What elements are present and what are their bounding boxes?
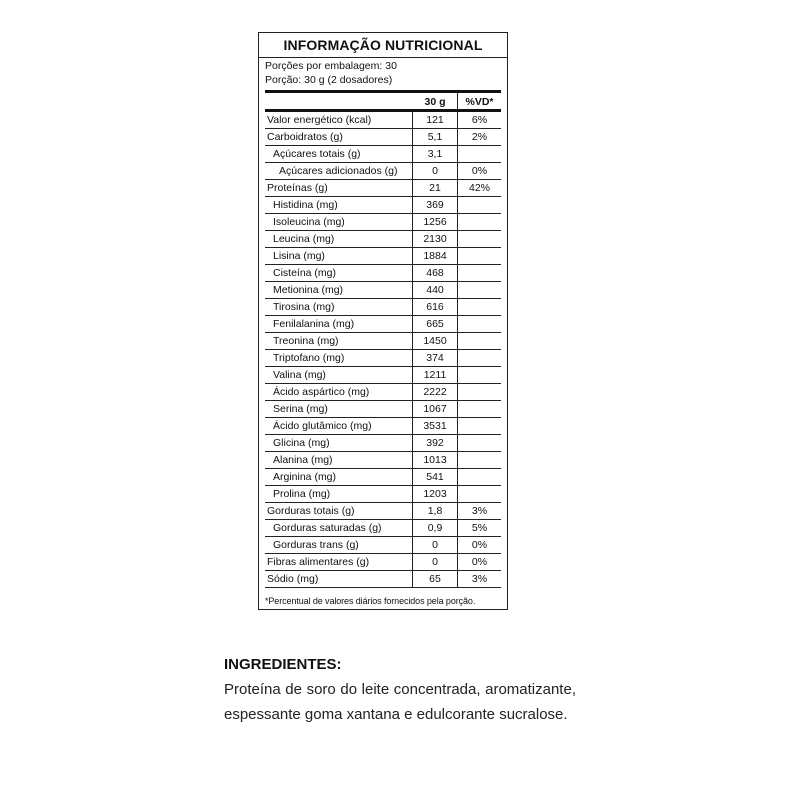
table-row bbox=[265, 265, 501, 282]
nutrient-name: Ácido glutâmico (mg) bbox=[265, 418, 413, 434]
nutrient-daily-value bbox=[458, 146, 501, 162]
nutrient-name: Fibras alimentares (g) bbox=[265, 554, 413, 570]
nutrient-amount: 5,1 bbox=[413, 129, 458, 145]
table-row bbox=[265, 180, 501, 197]
nutrient-name: Açúcares adicionados (g) bbox=[265, 163, 413, 179]
nutrient-name: Arginina (mg) bbox=[265, 469, 413, 485]
nutrient-name: Ácido aspártico (mg) bbox=[265, 384, 413, 400]
table-row bbox=[265, 248, 501, 265]
nutrient-amount: 616 bbox=[413, 299, 458, 315]
nutrient-daily-value bbox=[458, 401, 501, 417]
nutrient-amount: 1,8 bbox=[413, 503, 458, 519]
nutrient-daily-value: 0% bbox=[471, 539, 488, 551]
nutrition-facts-panel bbox=[258, 32, 508, 610]
nutrient-amount: 2130 bbox=[413, 231, 458, 247]
nutrient-name: Açúcares totais (g) bbox=[265, 146, 413, 162]
nutrient-name: Carboidratos (g) bbox=[265, 129, 413, 145]
nutrient-daily-value bbox=[458, 231, 501, 247]
nutrient-daily-value bbox=[458, 197, 501, 213]
table-row bbox=[265, 469, 501, 486]
header-amount: 30 g bbox=[413, 93, 458, 109]
nutrient-name: Triptofano (mg) bbox=[265, 350, 413, 366]
table-row bbox=[265, 367, 501, 384]
nutrition-title: INFORMAÇÃO NUTRICIONAL bbox=[259, 33, 507, 58]
table-row bbox=[265, 163, 501, 180]
nutrient-daily-value bbox=[458, 452, 501, 468]
table-row bbox=[265, 571, 501, 588]
nutrient-daily-value bbox=[458, 350, 501, 366]
nutrient-amount: 1884 bbox=[413, 248, 458, 264]
nutrient-rows bbox=[265, 112, 501, 588]
nutrient-name: Alanina (mg) bbox=[265, 452, 413, 468]
nutrient-amount: 374 bbox=[413, 350, 458, 366]
nutrient-daily-value: 3% bbox=[471, 573, 488, 585]
nutrient-amount: 440 bbox=[413, 282, 458, 298]
nutrient-daily-value bbox=[458, 418, 501, 434]
nutrition-table bbox=[265, 90, 501, 621]
nutrient-amount: 0,9 bbox=[413, 520, 458, 536]
nutrient-amount: 121 bbox=[413, 112, 458, 128]
table-row bbox=[265, 401, 501, 418]
nutrient-name: Gorduras totais (g) bbox=[265, 503, 413, 519]
nutrient-daily-value: 42% bbox=[468, 182, 490, 194]
nutrient-amount: 369 bbox=[413, 197, 458, 213]
nutrient-daily-value bbox=[458, 299, 501, 315]
nutrient-amount: 1067 bbox=[413, 401, 458, 417]
nutrient-amount: 3,1 bbox=[413, 146, 458, 162]
nutrient-daily-value bbox=[458, 367, 501, 383]
nutrient-amount: 3531 bbox=[413, 418, 458, 434]
nutrient-daily-value: 6% bbox=[471, 114, 488, 126]
nutrient-daily-value bbox=[458, 469, 501, 485]
nutrient-name: Prolina (mg) bbox=[265, 486, 413, 502]
nutrient-name: Sódio (mg) bbox=[265, 571, 413, 587]
table-row bbox=[265, 452, 501, 469]
table-row bbox=[265, 282, 501, 299]
serving-size: Porção: 30 g (2 dosadores) bbox=[265, 74, 393, 86]
nutrient-name: Treonina (mg) bbox=[265, 333, 413, 349]
nutrient-name: Leucina (mg) bbox=[265, 231, 413, 247]
nutrient-daily-value: 0% bbox=[471, 165, 488, 177]
nutrient-amount: 1203 bbox=[413, 486, 458, 502]
nutrient-daily-value: 0% bbox=[471, 556, 488, 568]
nutrient-amount: 65 bbox=[413, 571, 458, 587]
nutrient-daily-value bbox=[458, 265, 501, 281]
table-row bbox=[265, 299, 501, 316]
header-nutrient bbox=[265, 93, 413, 109]
nutrient-daily-value bbox=[458, 282, 501, 298]
table-row bbox=[265, 350, 501, 367]
nutrient-amount: 1450 bbox=[413, 333, 458, 349]
table-row bbox=[265, 333, 501, 350]
nutrient-amount: 0 bbox=[413, 554, 458, 570]
table-row bbox=[265, 129, 501, 146]
table-row bbox=[265, 554, 501, 571]
nutrient-amount: 2222 bbox=[413, 384, 458, 400]
ingredients-section bbox=[224, 656, 576, 727]
nutrient-name: Gorduras saturadas (g) bbox=[265, 520, 413, 536]
nutrient-name: Fenilalanina (mg) bbox=[265, 316, 413, 332]
nutrient-amount: 468 bbox=[413, 265, 458, 281]
table-row bbox=[265, 435, 501, 452]
table-row bbox=[265, 486, 501, 503]
table-row bbox=[265, 146, 501, 163]
table-row bbox=[265, 418, 501, 435]
table-header-row bbox=[265, 93, 501, 112]
nutrient-name: Cisteína (mg) bbox=[265, 265, 413, 281]
nutrient-daily-value: 2% bbox=[471, 131, 488, 143]
nutrient-amount: 0 bbox=[413, 163, 458, 179]
ingredients-title: INGREDIENTES: bbox=[224, 656, 342, 673]
nutrient-daily-value bbox=[458, 333, 501, 349]
nutrient-amount: 1013 bbox=[413, 452, 458, 468]
nutrient-amount: 1256 bbox=[413, 214, 458, 230]
table-row bbox=[265, 112, 501, 129]
nutrient-amount: 541 bbox=[413, 469, 458, 485]
nutrient-name: Proteínas (g) bbox=[265, 180, 413, 196]
nutrient-daily-value bbox=[458, 435, 501, 451]
nutrient-amount: 1211 bbox=[413, 367, 458, 383]
nutrient-daily-value: 5% bbox=[471, 522, 488, 534]
nutrient-daily-value bbox=[458, 486, 501, 502]
table-row bbox=[265, 384, 501, 401]
nutrient-name: Valor energético (kcal) bbox=[265, 112, 413, 128]
nutrient-name: Isoleucina (mg) bbox=[265, 214, 413, 230]
nutrient-name: Metionina (mg) bbox=[265, 282, 413, 298]
table-row bbox=[265, 520, 501, 537]
nutrient-name: Histidina (mg) bbox=[265, 197, 413, 213]
table-row bbox=[265, 537, 501, 554]
nutrient-name: Lisina (mg) bbox=[265, 248, 413, 264]
nutrient-daily-value bbox=[458, 316, 501, 332]
nutrient-amount: 665 bbox=[413, 316, 458, 332]
nutrient-daily-value bbox=[458, 214, 501, 230]
ingredients-text: Proteína de soro do leite concentrada, aromatizante, espessante goma xantana e edulcorante sucralose. bbox=[224, 681, 576, 723]
nutrient-amount: 392 bbox=[413, 435, 458, 451]
table-row bbox=[265, 316, 501, 333]
nutrient-daily-value bbox=[458, 248, 501, 264]
nutrient-name: Valina (mg) bbox=[265, 367, 413, 383]
servings-per-package: Porções por embalagem: 30 bbox=[265, 60, 397, 72]
nutrient-name: Tirosina (mg) bbox=[265, 299, 413, 315]
table-row bbox=[265, 197, 501, 214]
table-row bbox=[265, 214, 501, 231]
nutrient-name: Glicina (mg) bbox=[265, 435, 413, 451]
header-daily-value: %VD* bbox=[465, 96, 494, 108]
nutrient-amount: 0 bbox=[413, 537, 458, 553]
footnote: *Percentual de valores diários fornecidos pela porção. bbox=[265, 596, 476, 606]
nutrient-daily-value: 3% bbox=[471, 505, 488, 517]
nutrient-daily-value bbox=[458, 384, 501, 400]
table-row bbox=[265, 503, 501, 520]
serving-info bbox=[259, 58, 507, 89]
nutrient-name: Serina (mg) bbox=[265, 401, 413, 417]
table-row bbox=[265, 231, 501, 248]
nutrient-amount: 21 bbox=[413, 180, 458, 196]
nutrient-name: Gorduras trans (g) bbox=[265, 537, 413, 553]
